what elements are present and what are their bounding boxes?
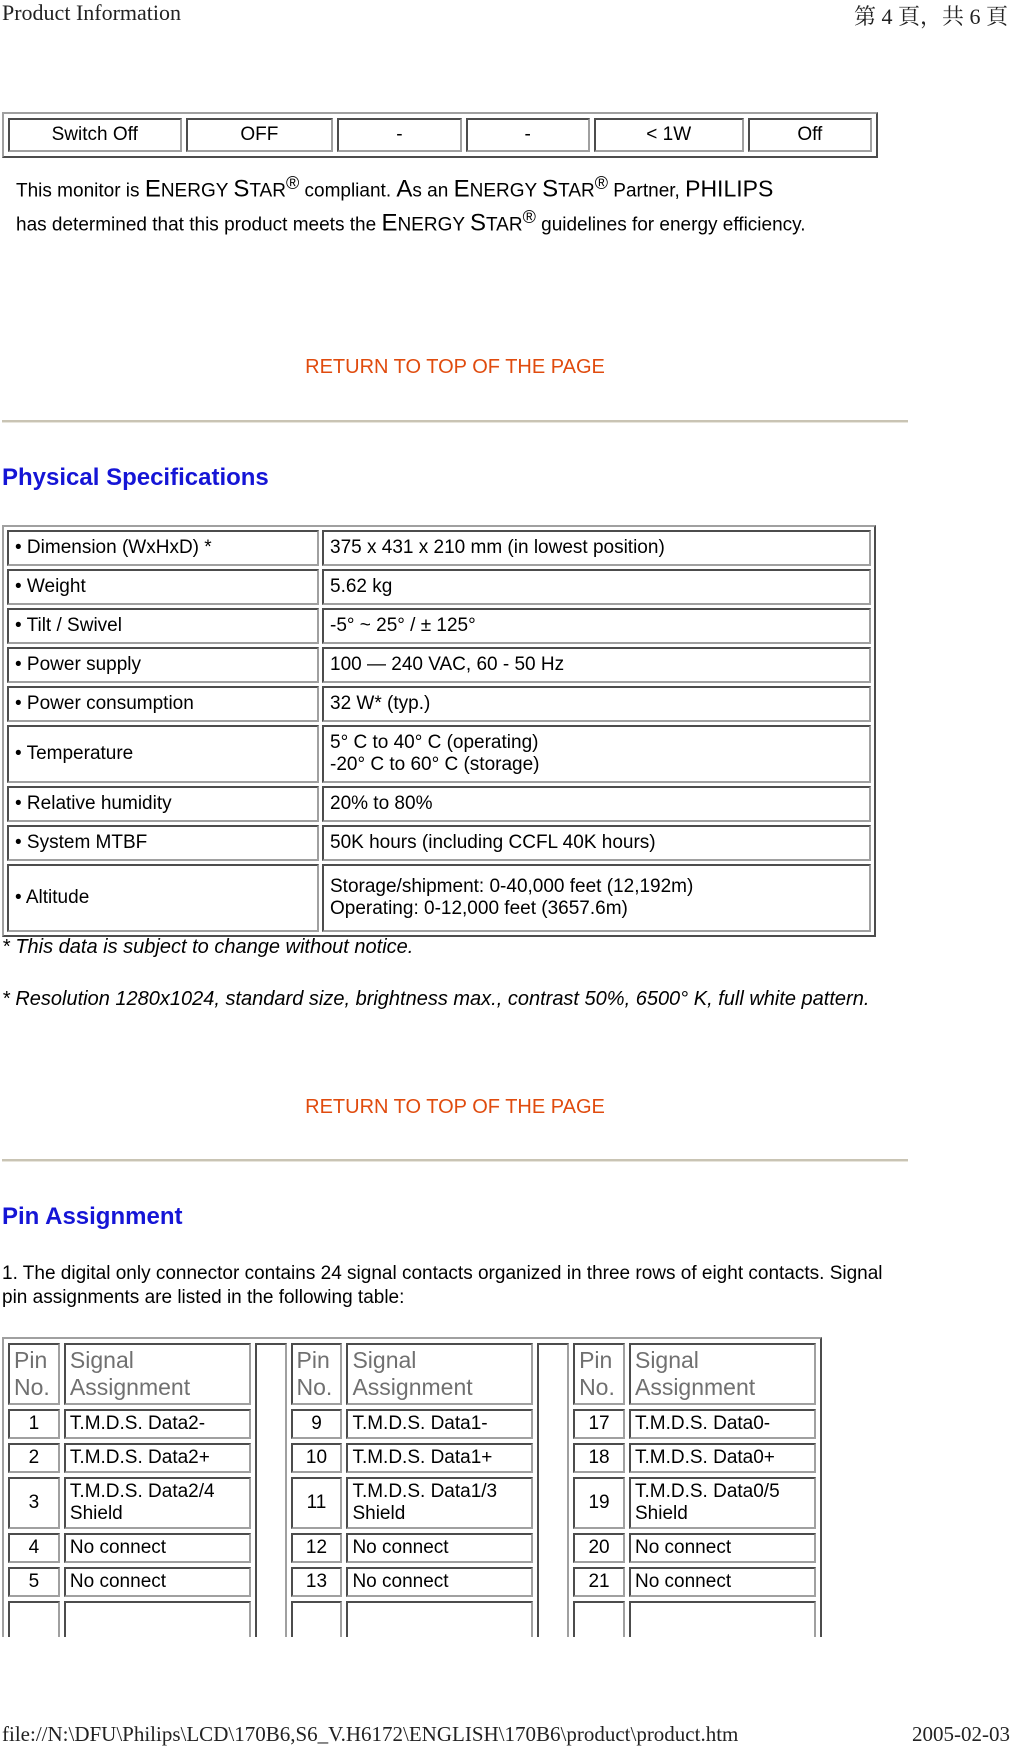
- power-cell-hsync: -: [337, 118, 461, 152]
- pin-signal: No connect: [629, 1533, 816, 1563]
- pin-signal: T.M.D.S. Data0+: [629, 1443, 816, 1473]
- power-cell-video: OFF: [186, 118, 334, 152]
- pin-number: 4: [8, 1533, 60, 1563]
- pin-signal: T.M.D.S. Data1/3 Shield: [346, 1477, 533, 1529]
- spec-row: [7, 786, 871, 822]
- pin-signal: No connect: [629, 1567, 816, 1597]
- pin-signal: T.M.D.S. Data2-: [64, 1409, 251, 1439]
- pin-number: 11: [291, 1477, 343, 1529]
- pin-signal: No connect: [346, 1533, 533, 1563]
- pin-number: 3: [8, 1477, 60, 1529]
- spec-row: [7, 608, 871, 644]
- pin-number: [8, 1601, 60, 1637]
- spec-row: [7, 864, 871, 932]
- column-header-pin-no: Pin No.: [573, 1343, 625, 1405]
- change-notice-note: * This data is subject to change without notice.: [2, 936, 414, 958]
- spec-value: 50K hours (including CCFL 40K hours): [322, 825, 871, 861]
- pin-assignment-table: [2, 1337, 822, 1637]
- pin-signal: T.M.D.S. Data1-: [346, 1409, 533, 1439]
- column-spacer: [537, 1343, 569, 1637]
- spec-row: [7, 647, 871, 683]
- spec-value: 32 W* (typ.): [322, 686, 871, 722]
- power-management-row: [2, 112, 878, 158]
- pin-number: 19: [573, 1477, 625, 1529]
- physical-specifications-table: [2, 525, 876, 937]
- spec-row: [7, 530, 871, 566]
- pin-signal: T.M.D.S. Data2+: [64, 1443, 251, 1473]
- spec-value: 5° C to 40° C (operating) -20° C to 60° C (storage): [322, 725, 871, 783]
- spec-label: • Temperature: [7, 725, 319, 783]
- pin-number: 2: [8, 1443, 60, 1473]
- return-to-top-link[interactable]: RETURN TO TOP OF THE PAGE: [305, 1096, 605, 1118]
- page-header-title: Product Information: [2, 0, 182, 25]
- pin-row-cut-off: [8, 1601, 816, 1637]
- column-header-signal-assignment: Signal Assignment: [64, 1343, 251, 1405]
- pin-number: 5: [8, 1567, 60, 1597]
- spec-row: [7, 725, 871, 783]
- pin-number: [573, 1601, 625, 1637]
- pin-number: 13: [291, 1567, 343, 1597]
- power-cell-vsync: -: [466, 118, 590, 152]
- physical-specifications-heading: Physical Specifications: [2, 464, 269, 491]
- pin-table-header: [8, 1343, 816, 1405]
- page-footer-file-path: file://N:\DFU\Philips\LCD\170B6,S6_V.H6172\ENGLISH\170B6\product\product.htm: [2, 1722, 739, 1746]
- spec-row: [7, 686, 871, 722]
- pin-number: 10: [291, 1443, 343, 1473]
- spec-label: • Power supply: [7, 647, 319, 683]
- spec-value: 375 x 431 x 210 mm (in lowest position): [322, 530, 871, 566]
- spec-label: • Dimension (WxHxD) *: [7, 530, 319, 566]
- column-header-signal-assignment: Signal Assignment: [346, 1343, 533, 1405]
- spec-label: • Relative humidity: [7, 786, 319, 822]
- column-header-signal-assignment: Signal Assignment: [629, 1343, 816, 1405]
- pin-number: 21: [573, 1567, 625, 1597]
- pin-row: [8, 1443, 816, 1473]
- pin-signal: [346, 1601, 533, 1637]
- pin-row: [8, 1477, 816, 1529]
- pin-signal: [629, 1601, 816, 1637]
- pin-signal: No connect: [64, 1567, 251, 1597]
- energy-star-statement: This monitor is ENERGY STAR® compliant. As an ENERGY STAR® Partner, PHILIPS has determined that this product meets the ENERGY STAR® guidelines for energy efficiency.: [16, 173, 806, 237]
- power-cell-led: Off: [748, 118, 872, 152]
- section-divider: [2, 1159, 908, 1162]
- pin-table-viewport: [2, 1337, 822, 1637]
- pin-assignment-heading: Pin Assignment: [2, 1203, 183, 1230]
- philips-brand-name: PHILIPS: [685, 175, 774, 202]
- pin-number: 18: [573, 1443, 625, 1473]
- spec-label: • Altitude: [7, 864, 319, 932]
- power-cell-power-used: < 1W: [594, 118, 744, 152]
- pin-signal: T.M.D.S. Data0-: [629, 1409, 816, 1439]
- pin-number: 20: [573, 1533, 625, 1563]
- pin-signal: No connect: [346, 1567, 533, 1597]
- spec-row: [7, 825, 871, 861]
- pin-number: 12: [291, 1533, 343, 1563]
- page-footer-date: 2005-02-03: [912, 1722, 1010, 1746]
- spec-value: 5.62 kg: [322, 569, 871, 605]
- page-header-page-number: 第 4 頁，共 6 頁: [853, 4, 1008, 29]
- column-spacer: [255, 1343, 287, 1637]
- spec-value: -5° ~ 25° / ± 125°: [322, 608, 871, 644]
- pin-signal: T.M.D.S. Data0/5 Shield: [629, 1477, 816, 1529]
- spec-value: Storage/shipment: 0-40,000 feet (12,192m) Operating: 0-12,000 feet (3657.6m): [322, 864, 871, 932]
- pin-number: [291, 1601, 343, 1637]
- power-cell-mode: Switch Off: [8, 118, 182, 152]
- return-to-top-link[interactable]: RETURN TO TOP OF THE PAGE: [305, 356, 605, 378]
- resolution-note: * Resolution 1280x1024, standard size, brightness max., contrast 50%, 6500° K, full white pattern.: [2, 988, 870, 1010]
- pin-number: 9: [291, 1409, 343, 1439]
- spec-label: • Power consumption: [7, 686, 319, 722]
- spec-value: 100 — 240 VAC, 60 - 50 Hz: [322, 647, 871, 683]
- spec-label: • System MTBF: [7, 825, 319, 861]
- section-divider: [2, 420, 908, 423]
- spec-row: [7, 569, 871, 605]
- pin-signal: No connect: [64, 1533, 251, 1563]
- spec-label: • Tilt / Swivel: [7, 608, 319, 644]
- spec-label: • Weight: [7, 569, 319, 605]
- pin-signal: T.M.D.S. Data1+: [346, 1443, 533, 1473]
- pin-row: [8, 1533, 816, 1563]
- pin-row: [8, 1567, 816, 1597]
- pin-row: [8, 1409, 816, 1439]
- pin-number: 17: [573, 1409, 625, 1439]
- column-header-pin-no: Pin No.: [8, 1343, 60, 1405]
- column-header-pin-no: Pin No.: [291, 1343, 343, 1405]
- pin-number: 1: [8, 1409, 60, 1439]
- pin-signal: [64, 1601, 251, 1637]
- pin-assignment-intro: 1. The digital only connector contains 24 signal contacts organized in three rows of eight contacts. Signal pin assignments are listed in the following table:: [2, 1263, 883, 1308]
- spec-value: 20% to 80%: [322, 786, 871, 822]
- pin-signal: T.M.D.S. Data2/4 Shield: [64, 1477, 251, 1529]
